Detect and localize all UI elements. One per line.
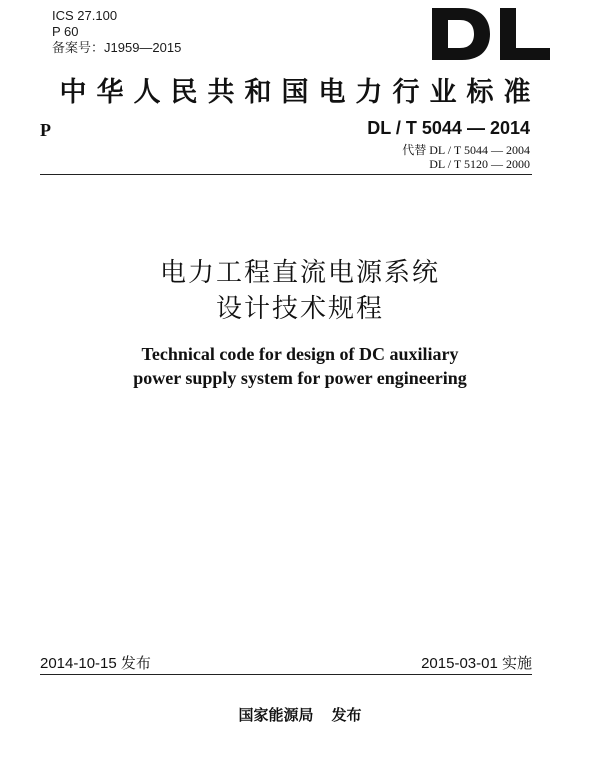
classification-mark: P <box>40 120 51 140</box>
issuer-action: 发布 <box>331 707 362 724</box>
replaces-line-2: DL / T 5120 — 2000 <box>429 157 530 171</box>
dl-logo <box>430 6 552 62</box>
title-chinese-line-1: 电力工程直流电源系统 <box>159 257 440 287</box>
title-chinese-line-2: 设计技术规程 <box>215 293 384 323</box>
standard-title: 中华人民共和国电力行业标准 <box>59 77 541 108</box>
replaces-line-1: 代替 DL / T 5044 — 2004 <box>402 143 530 157</box>
issuer-name: 国家能源局 <box>238 707 314 724</box>
bottom-divider <box>40 674 532 675</box>
ics-code: ICS 27.100 <box>52 8 118 23</box>
title-english-line-1: Technical code for design of DC auxiliary <box>141 344 459 364</box>
header-meta <box>52 8 181 56</box>
filing-number: 备案号：J1959—2015 <box>52 40 182 55</box>
category-code: P 60 <box>52 24 79 39</box>
standard-number: DL / T 5044 — 2014 <box>367 118 530 138</box>
issue-date: 2014-10-15 发布 <box>40 655 151 672</box>
title-english-line-2: power supply system for power engineering <box>133 368 467 388</box>
issuer <box>0 704 600 725</box>
top-divider <box>40 174 532 175</box>
effective-date: 2015-03-01 实施 <box>421 655 532 672</box>
